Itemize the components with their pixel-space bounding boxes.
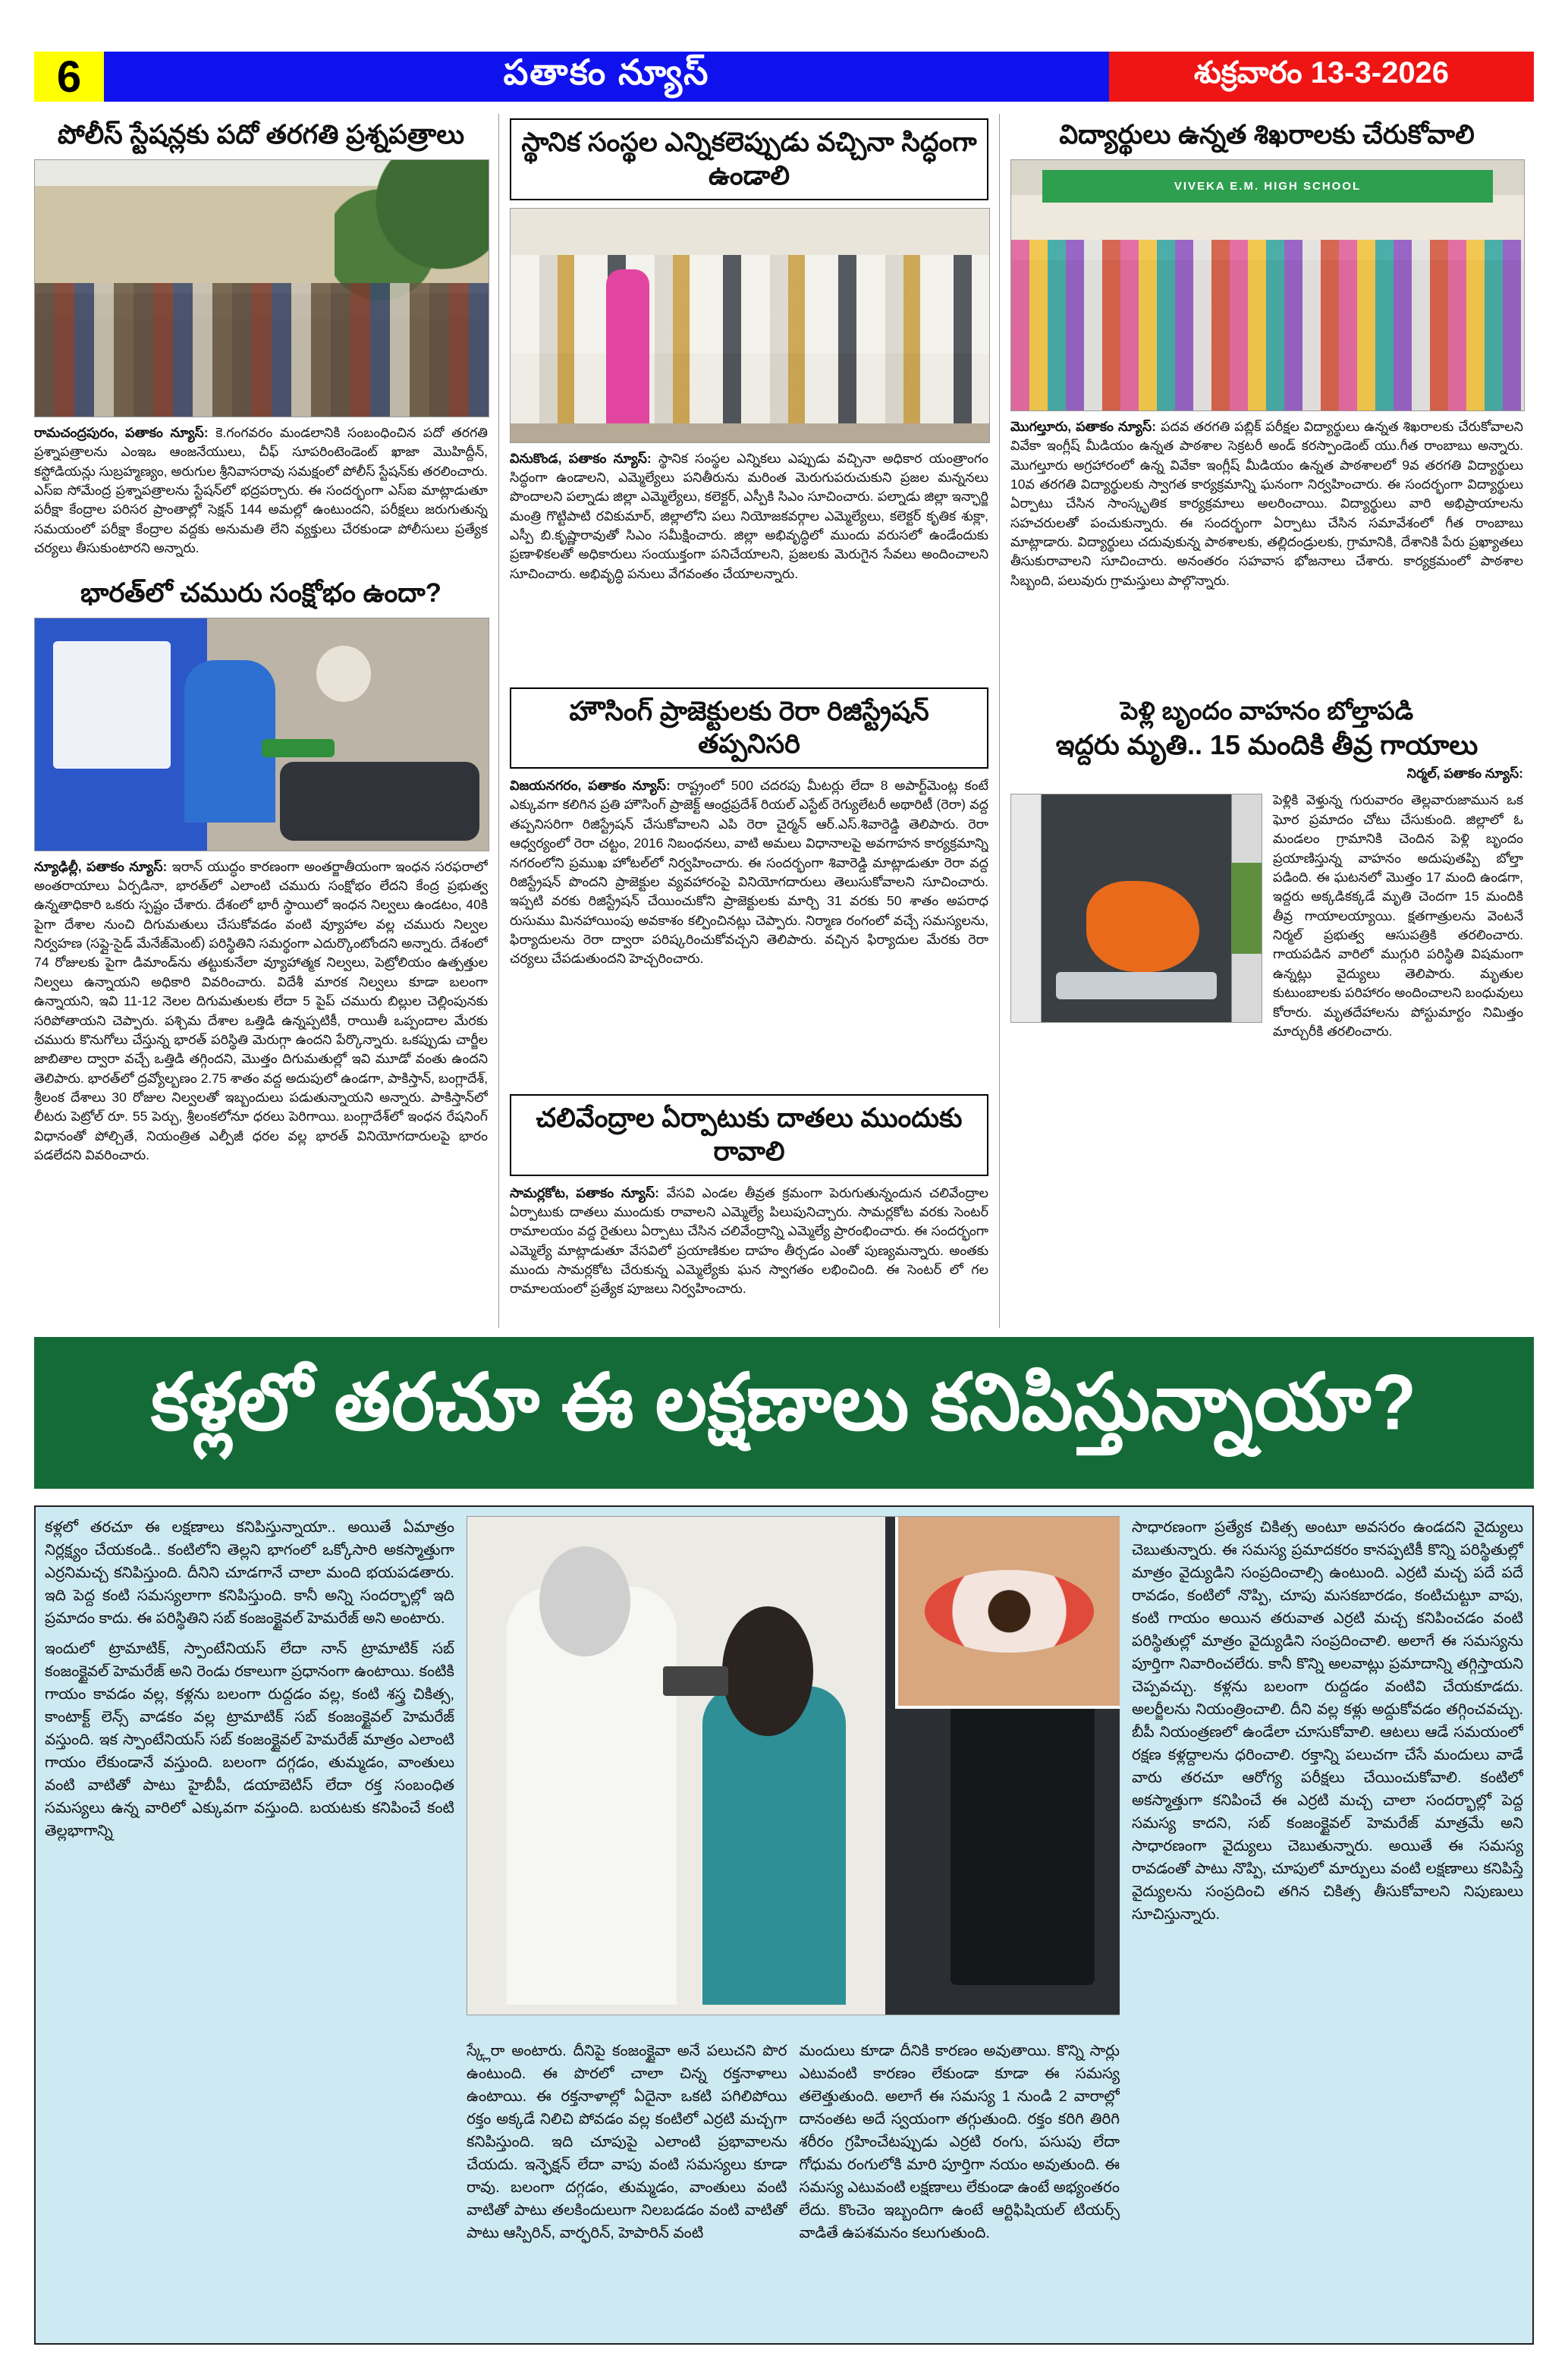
stretcher-graphic — [1056, 972, 1216, 999]
dateline: నిర్మల్, పతాకం న్యూస్: — [1406, 766, 1523, 782]
fuel-dispenser-graphic — [53, 641, 171, 769]
news-columns — [34, 114, 1534, 1328]
ophthalmoscope-graphic — [663, 1666, 728, 1696]
patient-head-graphic — [722, 1606, 814, 1736]
headline-line-2: ఇద్దరు మృతి.. 15 మందికి తీవ్ర గాయాలు — [1055, 728, 1478, 760]
motorbike-graphic — [280, 762, 479, 841]
photo-petrol-pump — [34, 618, 489, 851]
masthead — [34, 52, 1534, 102]
article-body — [510, 1184, 988, 1329]
doctor-head-graphic — [539, 1546, 631, 1656]
body-text: పదవ తరగతి పబ్లిక్ పరీక్షల విద్యార్థులు ఉన్నత శిఖరాలకు చేరుకోవాలని వివేకా ఇంగ్లీష్ మీడియం ఉన్నత పాఠశాల సెక్రటరీ అండ్ కరస్పాండెంట్ యు.గీత రాంబాబు అన్నారు. మొగల్తూరు అగ్రహారంలో ఉన్న వివేకా ఇంగ్లీష్ మీడియం ఉన్నత పాఠశాలలో 9వ తరగతి విద్యార్థులు 10వ తరగతి విద్యార్థులకు స్వాగత కార్యక్రమాన్ని ఘనంగా నిర్వహించారు. ఈ సందర్భంగా విద్యార్థులు ఏర్పాటు చేసిన సాంస్కృతిక కార్యక్రమాలు అలరించాయి. విద్యార్థులు వారి అభిప్రాయాలను సహచరులతో పంచుకున్నారు. ఈ సందర్భంగా ఏర్పాటు చేసిన సమావేశంలో గీత రాంబాబు మాట్లాడారు. విద్యార్థులు చదువుకున్న పాఠశాలకు, తల్లిదండ్రులకు, గ్రామానికి, దేశానికి పేరు ప్రఖ్యాతలు తీసుకురావాలని సూచించారు. అనంతరం సహవాస భోజనాలు చేశారు. కార్యక్రమంలో పాఠశాల సిబ్బంది, పలువురు గ్రామస్తులు పాల్గొన్నారు. — [1010, 418, 1523, 588]
headline-line-1: పెళ్లి బృందం వాహనం బోల్తాపడి — [1120, 696, 1414, 725]
article-body — [510, 449, 988, 677]
feature-paragraph: కళ్లలో తరచూ ఈ లక్షణాలు కనిపిస్తున్నాయా.. అయితే ఏమాత్రం నిర్లక్ష్యం చేయకండి.. కంటిలోని తెల్లని భాగంలో ఒక్కోసారి అకస్మాత్తుగా ఎర్రనిమచ్చ కనిపిస్తుంది. దీనిని చూడగానే చాలా మంది భయపడతారు. ఇది పెద్ద కంటి సమస్యలాగా కనిపిస్తుంది. కానీ అన్ని సందర్భాల్లో ఇది ప్రమాదం కాదు. ఈ పరిస్థితిని సబ్ కంజంక్టైవల్ హెమరేజ్ అని అంటారు. — [45, 1519, 454, 1627]
article-headline: చలివేంద్రాల ఏర్పాటుకు దాతలు ముందుకు రావాలి — [510, 1094, 988, 1176]
orange-cloth-graphic — [1086, 881, 1199, 972]
pink-sari-graphic — [606, 269, 649, 423]
article-students-peaks — [1010, 118, 1523, 684]
people-row-graphic — [511, 255, 989, 423]
column-3 — [999, 114, 1534, 1328]
feature-article — [34, 1505, 1534, 2345]
article-local-elections — [510, 118, 988, 677]
dateline: సామర్లకోట, పతాకం న్యూస్: — [510, 1184, 659, 1200]
dateline: న్యూఢిల్లీ, పతాకం న్యూస్: — [34, 858, 168, 874]
fuel-nozzle-graphic — [262, 739, 335, 757]
article-body — [1010, 791, 1523, 1276]
school-banner: VIVEKA E.M. HIGH SCHOOL — [1042, 170, 1494, 203]
column-2 — [498, 114, 999, 1328]
body-text: వేసవి ఎండల తీవ్రత క్రమంగా పెరుగుతున్నందున చలివేంద్రాల ఏర్పాటుకు దాతలు ముందుకు రావాలని ఎమ్మెల్యే పిలుపునిచ్చారు. సామర్లకోట వరకు సెంటర్ రామాలయం వద్ద రైతులు ఏర్పాటు చేసిన చలివేంద్రాన్ని ఎమ్మెల్యే ప్రారంభించారు. ఈ సందర్భంగా ఎమ్మెల్యే మాట్లాడుతూ వేసవిలో ప్రయాణికుల దాహం తీర్చడం ఎంతో పుణ్యమన్నారు. అంతకు ముందు సామర్లకోట చేరుకున్న ఎమ్మెల్యేకు ఘన స్వాగతం లభించింది. ఈ సెంటర్ లో గల రామాలయంలో ప్రత్యేక పూజలు నిర్వహించారు. — [510, 1184, 988, 1297]
feature-headline: కళ్లలో తరచూ ఈ లక్షణాలు కనిపిస్తున్నాయా? — [150, 1358, 1418, 1447]
dateline: విజయనగరం, పతాకం న్యూస్: — [510, 778, 671, 793]
photo-red-eye-inset — [895, 1517, 1120, 1709]
newspaper-title: పతాకం న్యూస్ — [503, 52, 710, 92]
dateline: వినుకొండ, పతాకం న్యూస్: — [510, 450, 652, 466]
feature-center — [467, 1516, 1120, 2334]
article-body — [34, 423, 488, 566]
feature-sub-columns — [467, 2024, 1120, 2260]
students-crowd-graphic — [1011, 240, 1524, 410]
column-1 — [34, 114, 498, 1328]
feature-paragraph: మందులు కూడా దీనికి కారణం అవుతాయి. కొన్ని సార్లు ఎటువంటి కారణం లేకుండా కూడా ఈ సమస్య తలెత్తుతుంది. అలాగే ఈ సమస్య 1 నుండి 2 వారాల్లో దానంతట అదే స్వయంగా తగ్గుతుంది. రక్తం కరిగి తిరిగి శరీరం గ్రహించేటప్పుడు ఎర్రటి రంగు, పసుపు లేదా గోధుమ రంగులోకి మారి పూర్తిగా నయం అవుతుంది. ఈ సమస్య ఎటువంటి లక్షణాలు లేకుండా ఉంటే అభ్యంతరం లేదు. కొంచెం ఇబ్బందిగా ఉంటే ఆర్టిఫిషియల్ టియర్స్ వాడితే ఉపశమనం కలుగుతుంది. — [799, 2043, 1120, 2241]
customer-graphic — [316, 646, 371, 701]
dateline: రామచంద్రపురం, పతాకం న్యూస్: — [34, 424, 209, 440]
feature-headline-band — [34, 1337, 1534, 1489]
photo-school-students — [1010, 159, 1525, 411]
article-rera-registration — [510, 687, 988, 1084]
article-water-kiosks — [510, 1094, 988, 1328]
date-box: శుక్రవారం 13-3-2026 — [1109, 52, 1534, 102]
article-body — [34, 857, 488, 1305]
photo-ambulance-interior — [1010, 794, 1262, 1023]
dateline: మొగల్తూరు, పతాకం న్యూస్: — [1010, 418, 1157, 434]
article-headline: భారత్‌లో చమురు సంక్షోభం ఉందా? — [80, 577, 442, 608]
article-headline: హౌసింగ్ ప్రాజెక్టులకు రెరా రిజిస్ట్రేషన్ తప్పనిసరి — [510, 687, 988, 769]
article-oil-crisis — [34, 577, 488, 1305]
body-text: ఇరాన్ యుద్ధం కారణంగా అంతర్జాతీయంగా ఇంధన సరఫరాలో అంతరాయాలు ఏర్పడినా, భారత్‌లో ఎలాంటి చమురు సంక్షోభం లేదని కేంద్ర ప్రభుత్వ ఉన్నతాధికారి ఒకరు స్పష్టం చేశారు. దేశంలో భారీ స్థాయిలో ఇంధన నిల్వలు ఉండటం, 40కి పైగా దేశాల నుంచి దిగుమతులు చేసుకోవడం వంటి వ్యూహాల వల్ల చమురు నిల్వల నిర్వహణ (సప్లై-సైడ్ మేనేజ్‌మెంట్) పరిస్థితిని సమర్థంగా ఎదుర్కొంటోందని అన్నారు. దేశంలో 74 రోజులకు పైగా డిమాండ్‌ను తట్టుకునేలా వ్యూహాత్మక నిల్వలు, పెట్రోలియం ఉత్పత్తుల నిల్వలు ఉన్నాయని అధికారి వివరించారు. విదేశీ మారక నిల్వలు కూడా బలంగా ఉన్నాయని, ఇవి 11-12 నెలల దిగుమతులకు లేదా 5 పైప్ చమురు బిల్లుల చెల్లింపునకు సరిపోతాయని చెప్పారు. పశ్చిమ దేశాల ఒత్తిడి ఉన్నప్పటికీ, రాయితీ ఒప్పందాల మేరకు చమురు కొనుగోలు చేస్తున్న భారత్ పరిస్థితి మెరుగ్గా ఉందని పేర్కొన్నారు. ఒకప్పుడు చార్జీల జాబితాల ద్వారా వచ్చే ఒత్తిడి తగ్గిందని, మొత్తం దిగుమతుల్లో ఇవి మూడో వంతు ఉందని తెలిపారు. భారత్‌లో ద్రవ్యోల్బణం 2.75 శాతం వద్ద అదుపులో ఉండగా, పాకిస్తాన్, బంగ్లాదేశ్, శ్రీలంక దేశాలు 30 రోజుల నిల్వలతో ఇబ్బందులు పడుతున్నాయని అన్నారు. పాకిస్తాన్‌లో లీటరు పెట్రోల్ రూ. 55 పెర్చు, శ్రీలంకలోనూ ధరలు పెరిగాయి. బంగ్లాదేశ్‌లో ఇంధన రేషనింగ్ విధానంతో పోల్చితే, నియంత్రిత ఎల్పీజీ ధరల వల్ల భారత్ వినియోగదారులపై భారం పడలేదని వివరించారు. — [34, 858, 488, 1163]
body-text: రాష్ట్రంలో 500 చదరపు మీటర్లు లేదా 8 అపార్ట్‌మెంట్ల కంటే ఎక్కువగా కలిగిన ప్రతి హౌసింగ్ ప్రాజెక్ట్ ఆంధ్రప్రదేశ్ రియల్ ఎస్టేట్ రెగ్యులేటరీ అథారిటీ (రెరా) వద్ద తప్పనిసరిగా రిజిస్ట్రేషన్ చేసుకోవాలని ఎపి రెరా చైర్మన్ ఆర్.ఎస్.శివారెడ్డి తెలిపారు. రెరా ఆధ్వర్యంలో రెరా చట్టం, 2016 నిబంధనలు, వాటి అమలు విధానాలపై అవగాహన కార్యక్రమాన్ని నగరంలోని ప్రముఖ హోటల్‌లో నిర్వహించారు. ఈ సందర్భంగా శివారెడ్డి మాట్లాడుతూ రెరా వద్ద రిజిస్ట్రేషన్ పొందని ప్రాజెక్టుల వ్యవహారంపై వినియోగదారులు తెలుసుకోవాలని సూచించారు. ఇప్పటి వరకు రిజిస్ట్రేషన్ చేయించుకోని ప్రాజెక్టులకు మార్చి 31 వరకు 50 శాతం అపరాధ రుసుము మినహాయింపు అవకాశం కల్పించినట్లు చెప్పారు. నిర్మాణ రంగంలో వచ్చే సమస్యలను, ఫిర్యాదులను రెరా ద్వారా పరిష్కరించుకోవచ్చని తెలిపారు. వచ్చిన ఫిర్యాదుల మేరకు రెరా చర్యలు చేపడుతుందని హెచ్చరించారు. — [510, 778, 988, 967]
red-eye-graphic — [925, 1570, 1093, 1653]
photo-eye-examination — [467, 1516, 1120, 2015]
page-number: 6 — [34, 52, 104, 102]
feature-paragraph: సాధారణంగా ప్రత్యేక చికిత్స అంటూ అవసరం ఉండదని వైద్యులు చెబుతున్నారు. ఈ సమస్య ప్రమాదకరం కానప్పటికీ కొన్ని పరిస్థితుల్లో మాత్రం వైద్యుడిని సంప్రదించాల్సి ఉంటుంది. ఎర్రటి మచ్చ పదే పదే రావడం, కంటిలో నొప్పి, చూపు మసకబారడం, కంటిచుట్టూ వాపు, కంటి గాయం అయిన తరువాత ఎర్రటి మచ్చ కనిపించడం వంటి పరిస్థితుల్లో మాత్రం వైద్యుడిని సంప్రదించాలి. అలాగే ఈ సమస్యను పూర్తిగా నివారించలేరు. కానీ కొన్ని అలవాట్లు ప్రమాదాన్ని తగ్గిస్తాయని చెప్పవచ్చు. కళ్లను బలంగా రుద్దడం వంటివి చేయకూడదు. అలర్జీలను నియంత్రించాలి. దీని వల్ల కళ్లు అద్దుకోవడం తగ్గించవచ్చు. బీపీ నియంత్రణలో ఉండేలా చూసుకోవాలి. ఆటలు ఆడే సమయంలో రక్షణ కళ్లద్దాలను ధరించాలి. రక్తాన్ని పలుచగా చేసే మందులు వాడే వారు తరచూ ఆరోగ్య పరీక్షలు చేయించుకోవాలి. కంటిలో అకస్మాత్తుగా కనిపించే ఈ ఎర్రటి మచ్చ చాలా సందర్భాల్లో పెద్ద సమస్య కాదని, సబ్ కంజంక్టైవల్ హెమరేజ్ మాత్రమే అని సాధారణంగా వైద్యులు చెబుతున్నారు. అయితే ఈ సమస్య రావడంతో పాటు నొప్పి, చూపులో మార్పులు వంటి లక్షణాలు కనిపిస్తే వైద్యులను సంప్రదించి తగిన చికిత్స తీసుకోవాలని నిపుణులు సూచిస్తున్నారు. — [1132, 1519, 1523, 1923]
crowd-graphic — [35, 283, 489, 417]
article-headline: పోలీస్ స్టేషన్లకు పదో తరగతి ప్రశ్నపత్రాలు — [57, 120, 465, 149]
body-text: కె.గంగవరం మండలానికి సంబంధించిన పదో తరగతి ప్రశ్నాపత్రాలను ఎంఇఒ ఆంజనేయులు, చీఫ్ సూపరింటెండెంట్ ఖాజా మొహిద్దీన్, కస్టోడియన్లు సుబ్రహ్మణ్యం, అరుగుల శ్రీనివాసరావు సమక్షంలో పోలీస్ స్టేషన్‌కు తరలించారు. ఎస్ఐ సోమేంద్ర ప్రశ్నాపత్రాలను స్టేషన్‌లో భద్రపర్చారు. ఈ సందర్భంగా ఎస్ఐ మాట్లాడుతూ పరీక్షా కేంద్రాల పరిసర ప్రాంతాల్లో సెక్షన్ 144 అమల్లో ఉంటుందని, పరీక్షలు జరుగుతున్న సమయంలో పరీక్షా కేంద్రాల వద్దకు అనుమతి లేని వ్యక్తులు చేరకుండా పోలీసులు ప్రత్యేక చర్యలు తీసుకుంటారని అన్నారు. — [34, 424, 488, 555]
article-wedding-accident — [1010, 695, 1523, 1277]
body-text: స్థానిక సంస్థల ఎన్నికలు ఎప్పుడు వచ్చినా అధికార యంత్రాంగం సిద్ధంగా ఉండాలని, ఎమ్మెల్యేలు పనితీరును మరింత మెరుగుపరుచుకుని ప్రజల మన్ననలు పొందాలని పల్నాడు జిల్లా ఎమ్మెల్యేలు, కలెక్టర్, ఎస్పీకి సిఎం సూచించారు. పల్నాడు జిల్లా ఇన్ఛార్జి మంత్రి గొట్టిపాటి రవికుమార్, జిల్లాలోని పలు నియోజకవర్గాల ఎమ్మెల్యేలు, కలెక్టర్ కృతిక శుక్లా, ఎస్పీ బి.కృష్ణారావుతో సిఎం సమీక్షించారు. జిల్లా అభివృద్ధిలో ముందు వరుసలో ఉండేందుకు ప్రణాళికలతో అధికారులు సంయుక్తంగా పనిచేయాలని, ప్రజలకు మెరుగైన సేవలు అందించాలని సూచించారు. అభివృద్ధి పనులు వేగవంతం చేయాలన్నారు. — [510, 450, 988, 581]
article-headline — [1010, 695, 1523, 763]
trees-graphic — [335, 160, 489, 301]
feature-right-column — [1132, 1516, 1523, 2334]
feature-paragraph: స్క్లేరా అంటారు. దీనిపై కంజంక్టైవా అనే పలుచని పొర ఉంటుంది. ఈ పొరలో చాలా చిన్న రక్తనాళాలు ఉంటాయి. ఈ రక్తనాళాల్లో ఏదైనా ఒకటి పగిలిపోయి రక్తం అక్కడే నిలిచి పోవడం వల్ల కంటిలో ఎర్రటి మచ్చగా కనిపిస్తుంది. ఇది చూపుపై ఎలాంటి ప్రభావాలను చేయదు. ఇన్ఫెక్షన్ లేదా వాపు వంటి సమస్యలు కూడా రావు. బలంగా దగ్గడం, తుమ్మడం, వాంతులు వంటి వాటితో పాటు తలకిందులుగా నిలబడడం వంటి వాటితో పాటు ఆస్పిరిన్, వార్ఫరిన్, హెపారిన్ వంటి — [467, 2043, 787, 2241]
photo-question-papers-handover — [34, 159, 489, 417]
body-text: పెళ్లికి వెళ్తున్న గురువారం తెల్లవారుజామున ఒక ఘోర ప్రమాదం చోటు చేసుకుంది. జిల్లాలో ఓ మండలం గ్రామానికి చెందిన పెళ్లి బృందం ప్రయాణిస్తున్న వాహనం అదుపుతప్పి బోల్తా పడింది. ఈ ఘటనలో మొత్తం 17 మంది ఉండగా, ఇద్దరు అక్కడికక్కడే మృతి చెందగా 15 మందికి తీవ్ర గాయాలయ్యాయి. క్షతగాత్రులను వెంటనే నిర్మల్ ప్రభుత్వ ఆసుపత్రికి తరలించారు. గాయపడిన వారిలో ముగ్గురి పరిస్థితి విషమంగా ఉన్నట్లు వైద్యులు తెలిపారు. మృతుల కుటుంబాలకు పరిహారం అందించాలని బంధువులు కోరారు. మృతదేహాలను పోస్టుమార్టం నిమిత్తం మార్చురీకి తరలించారు. — [1273, 792, 1523, 1039]
article-body — [1010, 417, 1523, 684]
feature-left-column — [45, 1516, 454, 2334]
article-question-papers — [34, 118, 488, 566]
photo-officials-meeting — [510, 208, 990, 443]
article-headline: విద్యార్థులు ఉన్నత శిఖరాలకు చేరుకోవాలి — [1059, 120, 1475, 149]
article-body — [510, 776, 988, 1084]
newspaper-title-bar — [104, 52, 1109, 102]
article-headline: స్థానిక సంస్థల ఎన్నికలెప్పుడు వచ్చినా సిద్ధంగా ఉండాలి — [510, 118, 988, 200]
roadside-graphic — [1231, 863, 1262, 954]
feature-paragraph: ఇందులో ట్రామాటిక్, స్పాంటేనియస్ లేదా నాన్ ట్రామాటిక్ సబ్ కంజంక్టైవల్ హెమరేజ్ అని రెండు రకాలుగా ప్రధానంగా ఉంటాయి. కంటికి గాయం కావడం వల్ల, కళ్లను బలంగా రుద్దడం వల్ల, కంటి శస్త్ర చికిత్స, కాంటాక్ట్ లెన్స్ వాడకం వల్ల ట్రామాటిక్ సబ్ కంజంక్టైవల్ హెమరేజ్ వస్తుంది. ఇక స్పాంటేనియస్ సబ్ కంజంక్టైవల్ హెమరేజ్ మాత్రం ఎలాంటి గాయం లేకుండానే వస్తుంది. బలంగా దగ్గడం, తుమ్మడం, వాంతులు వంటి వాటితో పాటు హైబీపీ, డయాబెటిస్ లేదా రక్త సంబంధిత సమస్యలు ఉన్న వారిలో ఎక్కువగా వస్తుంది. బయటకు కనిపించే కంటి తెల్లభాగాన్ని — [45, 1640, 454, 1839]
